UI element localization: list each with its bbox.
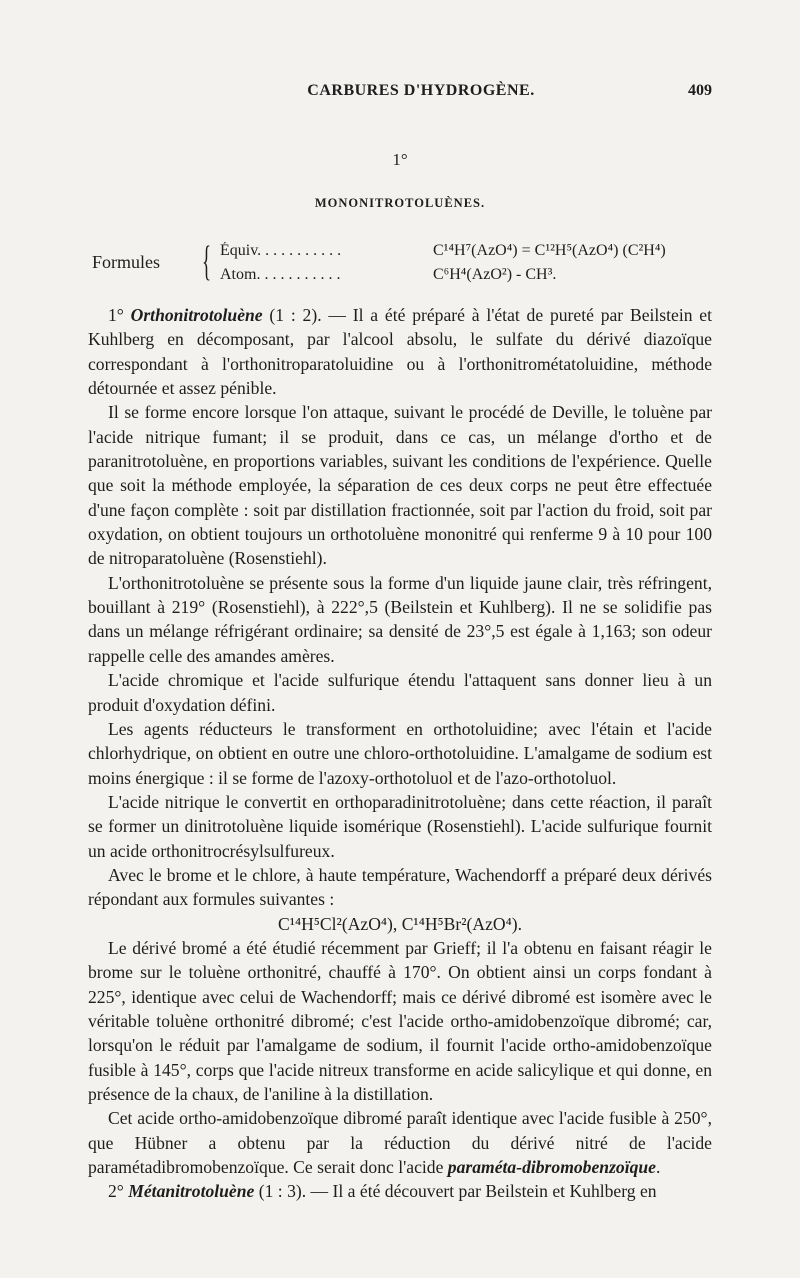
paragraph bbox=[88, 1106, 712, 1179]
paragraph-metanitrotoluene bbox=[88, 1179, 712, 1203]
section-title: MONONITROTOLUÈNES. bbox=[314, 196, 486, 210]
formulae-label: Formules bbox=[92, 252, 161, 272]
formula-value: C¹⁴H⁷(AzO⁴) = C¹²H⁵(AzO⁴) (C²H⁴) bbox=[433, 242, 666, 259]
formula-name: Équiv. . . . . . . . . . . bbox=[220, 242, 342, 259]
paragraph: L'acide nitrique le convertit en orthoparadinitrotoluène; dans cette réaction, il paraît se former un dinitrotoluène liquide isomérique (Rosenstiehl). L'acide sulfurique fournit un acide orthonitrocrésylsulfureux. bbox=[88, 791, 712, 861]
paragraph-tail: . bbox=[656, 1157, 661, 1178]
paragraph: Le dérivé bromé a été étudié récemment par Grieff; il l'a obtenu en faisant réagir le brome sur le toluène orthonitré, chauffé à 170°. On obtient ainsi un corps fondant à 225°, identique avec celui de Wachendorff; mais ce dérivé dibromé est isomère avec le véritable toluène orthonitré dibromé; c'est l'acide ortho-amidobenzoïque dibromé; car, lorsqu'on le réduit par l'amalgame de sodium, il fournit l'acide ortho-amidobenzoïque fusible à 145°, corps que l'acide nitreux transforme en acide salicylique et qui donne, en présence de la chaux, de l'aniline à la distillation. bbox=[88, 937, 712, 1104]
section-number: 1° bbox=[392, 150, 408, 169]
paragraph: Il se forme encore lorsque l'on attaque, suivant le procédé de Deville, le toluène par l'acide nitrique fumant; il se produit, dans ce cas, un mélange d'ortho et de paranitrotoluène, en proportions variables, suivant les conditions de l'expérience. Quelle que soit la méthode employée, la séparation de ces deux corps ne peut être effectuée d'une façon complète : soit par distillation fractionnée, soit par l'action du froid, soit par oxydation, on obtient toujours un orthotoluène mononitré qui renferme 9 à 10 pour 100 de nitroparatoluène (Rosenstiehl). bbox=[88, 402, 712, 569]
paragraph: L'orthonitrotoluène se présente sous la forme d'un liquide jaune clair, très réfringent, bouillant à 219° (Rosenstiehl), à 222°,5 (Beilstein et Kuhlberg). Il ne se solidifie pas dans un mélange réfrigérant ordinaire; sa densité de 23°,5 est égale à 1,163; son odeur rappelle celle des amandes amères. bbox=[88, 572, 712, 666]
emphasized-term: paraméta-dibromobenzoïque bbox=[447, 1157, 656, 1178]
formula-line: C¹⁴H⁵Cl²(AzO⁴), C¹⁴H⁵Br²(AzO⁴). bbox=[277, 913, 523, 934]
paragraph-heading: Métanitrotoluène bbox=[128, 1181, 255, 1202]
paragraph-orthonitrotoluene bbox=[88, 303, 712, 400]
paragraph-text: (1 : 3). — Il a été découvert par Beilstein et Kuhlberg en bbox=[254, 1181, 657, 1202]
body-text bbox=[88, 303, 712, 1204]
paragraph-lead: 2° bbox=[108, 1181, 129, 1202]
paragraph: L'acide chromique et l'acide sulfurique étendu l'attaquent sans donner lieu à un produit d'oxydation défini. bbox=[88, 670, 712, 715]
page-header bbox=[130, 82, 712, 108]
page-number: 409 bbox=[688, 82, 712, 99]
paragraph-heading: Orthonitrotoluène bbox=[130, 305, 263, 325]
formulae-block bbox=[90, 240, 710, 292]
brace-icon: { bbox=[202, 239, 212, 285]
paragraph: Avec le brome et le chlore, à haute température, Wachendorff a préparé deux dérivés répondant aux formules suivantes : bbox=[88, 864, 712, 910]
paragraph-lead: 1° bbox=[108, 305, 131, 325]
paragraph-text: (1 : 2). — Il a été préparé à l'état de pureté par Beilstein et Kuhlberg en décomposant, par l'alcool absolu, le sulfate du dérivé diazoïque correspondant à l'orthonitroparatoluidine ou à l'orthonitrométatoluidine, méthode détournée et assez pénible. bbox=[88, 305, 712, 399]
formula-name: Atom. . . . . . . . . . . bbox=[220, 266, 341, 283]
paragraph-text: Cet acide ortho-amidobenzoïque dibromé paraît identique avec l'acide fusible à 250°, que Hübner a obtenu par la réduction du dérivé nitré de l'acide paramétadibromobenzoïque. Ce serait donc l'acide bbox=[88, 1108, 712, 1178]
paragraph: Les agents réducteurs le transforment en orthotoluidine; avec l'étain et l'acide chlorhydrique, on obtient en outre une chloro-orthotoluidine. L'amalgame de sodium est moins énergique : il se forme de l'azoxy-orthotoluol et de l'azo-orthotoluol. bbox=[88, 718, 712, 788]
formula-value: C⁶H⁴(AzO²) - CH³. bbox=[433, 266, 557, 283]
running-title: CARBURES D'HYDROGÈNE. bbox=[307, 82, 535, 99]
